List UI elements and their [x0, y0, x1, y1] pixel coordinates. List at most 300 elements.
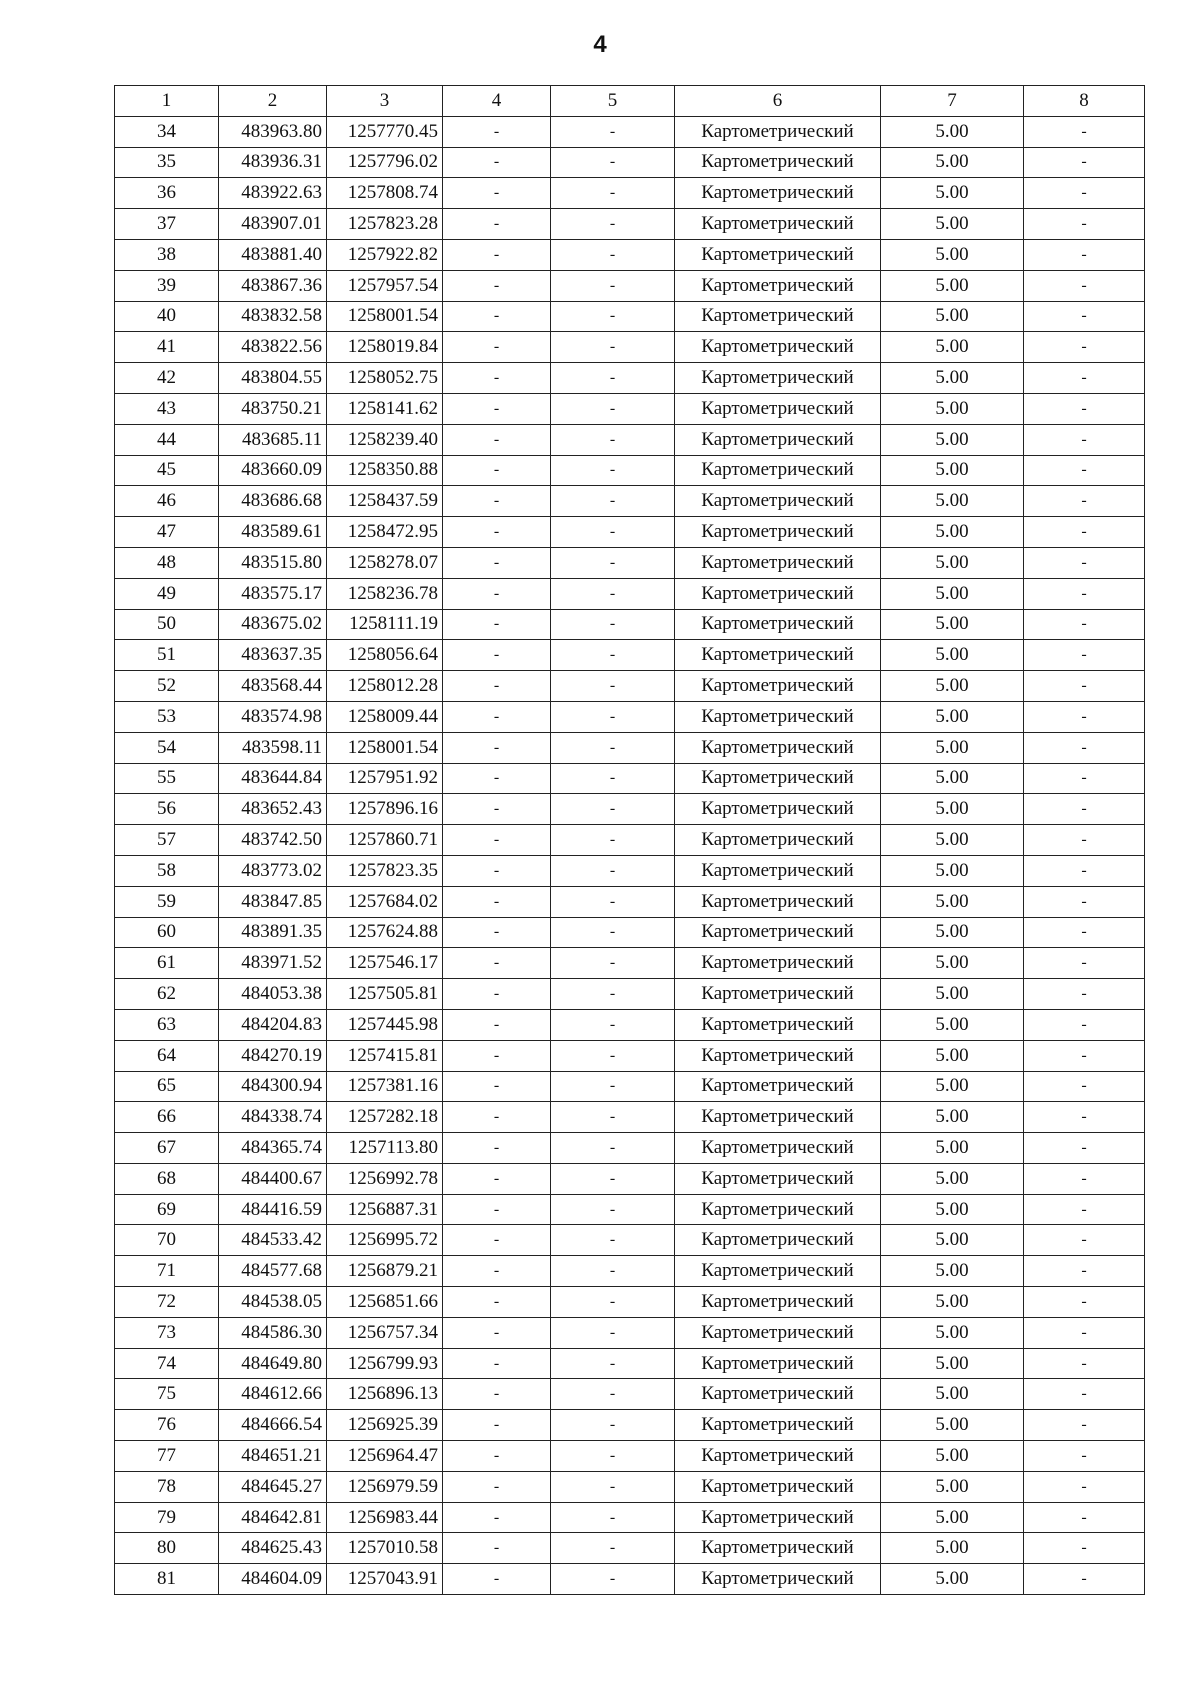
point-number-cell: 41 [115, 332, 219, 363]
x-coordinate-cell: 483963.80 [219, 116, 327, 147]
column-4-cell: - [443, 455, 551, 486]
column-8-cell: - [1024, 1009, 1145, 1040]
accuracy-cell: 5.00 [881, 424, 1024, 455]
method-cell: Картометрический [675, 116, 881, 147]
accuracy-cell: 5.00 [881, 1225, 1024, 1256]
table-row [115, 1379, 1145, 1410]
column-4-cell: - [443, 1102, 551, 1133]
x-coordinate-cell: 483867.36 [219, 270, 327, 301]
y-coordinate-cell: 1257445.98 [327, 1009, 443, 1040]
column-8-cell: - [1024, 825, 1145, 856]
method-cell: Картометрический [675, 301, 881, 332]
point-number-cell: 42 [115, 363, 219, 394]
column-4-cell: - [443, 825, 551, 856]
column-5-cell: - [551, 609, 675, 640]
table-row [115, 671, 1145, 702]
column-5-cell: - [551, 1317, 675, 1348]
column-4-cell: - [443, 332, 551, 363]
method-cell: Картометрический [675, 1410, 881, 1441]
y-coordinate-cell: 1258009.44 [327, 701, 443, 732]
method-cell: Картометрический [675, 640, 881, 671]
accuracy-cell: 5.00 [881, 1040, 1024, 1071]
method-cell: Картометрический [675, 147, 881, 178]
point-number-cell: 63 [115, 1009, 219, 1040]
x-coordinate-cell: 483686.68 [219, 486, 327, 517]
y-coordinate-cell: 1257823.35 [327, 855, 443, 886]
column-8-cell: - [1024, 917, 1145, 948]
point-number-cell: 51 [115, 640, 219, 671]
x-coordinate-cell: 483773.02 [219, 855, 327, 886]
accuracy-cell: 5.00 [881, 1009, 1024, 1040]
column-5-cell: - [551, 178, 675, 209]
x-coordinate-cell: 484300.94 [219, 1071, 327, 1102]
method-cell: Картометрический [675, 1071, 881, 1102]
column-5-cell: - [551, 1256, 675, 1287]
accuracy-cell: 5.00 [881, 1379, 1024, 1410]
table-row [115, 1502, 1145, 1533]
point-number-cell: 70 [115, 1225, 219, 1256]
table-row [115, 1410, 1145, 1441]
x-coordinate-cell: 484053.38 [219, 979, 327, 1010]
method-cell: Картометрический [675, 270, 881, 301]
y-coordinate-cell: 1256887.31 [327, 1194, 443, 1225]
x-coordinate-cell: 484533.42 [219, 1225, 327, 1256]
column-8-cell: - [1024, 1471, 1145, 1502]
accuracy-cell: 5.00 [881, 239, 1024, 270]
accuracy-cell: 5.00 [881, 116, 1024, 147]
table-row [115, 178, 1145, 209]
column-4-cell: - [443, 855, 551, 886]
point-number-cell: 37 [115, 209, 219, 240]
column-8-cell: - [1024, 855, 1145, 886]
x-coordinate-cell: 483742.50 [219, 825, 327, 856]
accuracy-cell: 5.00 [881, 301, 1024, 332]
column-8-cell: - [1024, 1256, 1145, 1287]
column-4-cell: - [443, 1287, 551, 1318]
column-4-cell: - [443, 578, 551, 609]
column-5-cell: - [551, 855, 675, 886]
x-coordinate-cell: 483936.31 [219, 147, 327, 178]
point-number-cell: 44 [115, 424, 219, 455]
table-row [115, 1533, 1145, 1564]
method-cell: Картометрический [675, 948, 881, 979]
column-4-cell: - [443, 393, 551, 424]
table-row [115, 1194, 1145, 1225]
column-header-5: 5 [551, 86, 675, 117]
point-number-cell: 53 [115, 701, 219, 732]
table-row [115, 917, 1145, 948]
column-5-cell: - [551, 1379, 675, 1410]
column-5-cell: - [551, 301, 675, 332]
x-coordinate-cell: 484604.09 [219, 1564, 327, 1595]
point-number-cell: 78 [115, 1471, 219, 1502]
y-coordinate-cell: 1257624.88 [327, 917, 443, 948]
accuracy-cell: 5.00 [881, 979, 1024, 1010]
column-8-cell: - [1024, 1317, 1145, 1348]
accuracy-cell: 5.00 [881, 1441, 1024, 1472]
method-cell: Картометрический [675, 1009, 881, 1040]
column-4-cell: - [443, 239, 551, 270]
column-4-cell: - [443, 1564, 551, 1595]
column-8-cell: - [1024, 701, 1145, 732]
table-row [115, 1225, 1145, 1256]
accuracy-cell: 5.00 [881, 1163, 1024, 1194]
table-row [115, 979, 1145, 1010]
y-coordinate-cell: 1256896.13 [327, 1379, 443, 1410]
x-coordinate-cell: 483675.02 [219, 609, 327, 640]
x-coordinate-cell: 484586.30 [219, 1317, 327, 1348]
method-cell: Картометрический [675, 979, 881, 1010]
y-coordinate-cell: 1257896.16 [327, 794, 443, 825]
table-row [115, 1040, 1145, 1071]
column-5-cell: - [551, 917, 675, 948]
column-4-cell: - [443, 1071, 551, 1102]
y-coordinate-cell: 1256799.93 [327, 1348, 443, 1379]
y-coordinate-cell: 1256757.34 [327, 1317, 443, 1348]
column-5-cell: - [551, 1040, 675, 1071]
accuracy-cell: 5.00 [881, 917, 1024, 948]
column-4-cell: - [443, 147, 551, 178]
x-coordinate-cell: 483907.01 [219, 209, 327, 240]
x-coordinate-cell: 483847.85 [219, 886, 327, 917]
y-coordinate-cell: 1256979.59 [327, 1471, 443, 1502]
column-5-cell: - [551, 332, 675, 363]
table-row [115, 1102, 1145, 1133]
column-8-cell: - [1024, 1502, 1145, 1533]
column-4-cell: - [443, 640, 551, 671]
y-coordinate-cell: 1258239.40 [327, 424, 443, 455]
method-cell: Картометрический [675, 1564, 881, 1595]
column-8-cell: - [1024, 1287, 1145, 1318]
column-5-cell: - [551, 794, 675, 825]
column-4-cell: - [443, 701, 551, 732]
table-row [115, 640, 1145, 671]
y-coordinate-cell: 1257415.81 [327, 1040, 443, 1071]
table-row [115, 116, 1145, 147]
column-8-cell: - [1024, 270, 1145, 301]
x-coordinate-cell: 484645.27 [219, 1471, 327, 1502]
x-coordinate-cell: 484642.81 [219, 1502, 327, 1533]
point-number-cell: 39 [115, 270, 219, 301]
column-4-cell: - [443, 794, 551, 825]
point-number-cell: 58 [115, 855, 219, 886]
column-4-cell: - [443, 763, 551, 794]
column-5-cell: - [551, 209, 675, 240]
column-4-cell: - [443, 363, 551, 394]
accuracy-cell: 5.00 [881, 578, 1024, 609]
point-number-cell: 43 [115, 393, 219, 424]
x-coordinate-cell: 483598.11 [219, 732, 327, 763]
table-row [115, 794, 1145, 825]
x-coordinate-cell: 484649.80 [219, 1348, 327, 1379]
column-5-cell: - [551, 486, 675, 517]
point-number-cell: 81 [115, 1564, 219, 1595]
method-cell: Картометрический [675, 1194, 881, 1225]
method-cell: Картометрический [675, 209, 881, 240]
column-8-cell: - [1024, 578, 1145, 609]
y-coordinate-cell: 1258278.07 [327, 547, 443, 578]
column-8-cell: - [1024, 424, 1145, 455]
method-cell: Картометрический [675, 1102, 881, 1133]
accuracy-cell: 5.00 [881, 393, 1024, 424]
accuracy-cell: 5.00 [881, 270, 1024, 301]
column-8-cell: - [1024, 239, 1145, 270]
column-4-cell: - [443, 1533, 551, 1564]
accuracy-cell: 5.00 [881, 1533, 1024, 1564]
table-row [115, 1287, 1145, 1318]
x-coordinate-cell: 483652.43 [219, 794, 327, 825]
point-number-cell: 74 [115, 1348, 219, 1379]
point-number-cell: 66 [115, 1102, 219, 1133]
column-4-cell: - [443, 178, 551, 209]
column-4-cell: - [443, 1379, 551, 1410]
column-4-cell: - [443, 517, 551, 548]
method-cell: Картометрический [675, 917, 881, 948]
method-cell: Картометрический [675, 794, 881, 825]
column-8-cell: - [1024, 671, 1145, 702]
column-8-cell: - [1024, 732, 1145, 763]
x-coordinate-cell: 483685.11 [219, 424, 327, 455]
y-coordinate-cell: 1256925.39 [327, 1410, 443, 1441]
column-5-cell: - [551, 886, 675, 917]
point-number-cell: 62 [115, 979, 219, 1010]
accuracy-cell: 5.00 [881, 794, 1024, 825]
table-row [115, 1256, 1145, 1287]
column-5-cell: - [551, 517, 675, 548]
table-row [115, 517, 1145, 548]
table-row [115, 578, 1145, 609]
point-number-cell: 67 [115, 1133, 219, 1164]
y-coordinate-cell: 1257381.16 [327, 1071, 443, 1102]
column-4-cell: - [443, 1317, 551, 1348]
y-coordinate-cell: 1257823.28 [327, 209, 443, 240]
table-row [115, 270, 1145, 301]
column-5-cell: - [551, 270, 675, 301]
x-coordinate-cell: 484651.21 [219, 1441, 327, 1472]
table-row [115, 948, 1145, 979]
method-cell: Картометрический [675, 363, 881, 394]
y-coordinate-cell: 1256851.66 [327, 1287, 443, 1318]
point-number-cell: 36 [115, 178, 219, 209]
y-coordinate-cell: 1256879.21 [327, 1256, 443, 1287]
accuracy-cell: 5.00 [881, 1287, 1024, 1318]
column-header-2: 2 [219, 86, 327, 117]
y-coordinate-cell: 1258141.62 [327, 393, 443, 424]
accuracy-cell: 5.00 [881, 209, 1024, 240]
point-number-cell: 46 [115, 486, 219, 517]
column-5-cell: - [551, 1410, 675, 1441]
point-number-cell: 52 [115, 671, 219, 702]
table-row [115, 332, 1145, 363]
method-cell: Картометрический [675, 332, 881, 363]
column-5-cell: - [551, 393, 675, 424]
table-row [115, 393, 1145, 424]
column-5-cell: - [551, 1441, 675, 1472]
column-8-cell: - [1024, 1225, 1145, 1256]
column-5-cell: - [551, 424, 675, 455]
x-coordinate-cell: 484400.67 [219, 1163, 327, 1194]
column-8-cell: - [1024, 979, 1145, 1010]
column-5-cell: - [551, 1502, 675, 1533]
accuracy-cell: 5.00 [881, 178, 1024, 209]
accuracy-cell: 5.00 [881, 701, 1024, 732]
x-coordinate-cell: 483568.44 [219, 671, 327, 702]
x-coordinate-cell: 483881.40 [219, 239, 327, 270]
method-cell: Картометрический [675, 825, 881, 856]
x-coordinate-cell: 484577.68 [219, 1256, 327, 1287]
page-number: 4 [593, 31, 607, 58]
column-8-cell: - [1024, 1348, 1145, 1379]
point-number-cell: 69 [115, 1194, 219, 1225]
column-5-cell: - [551, 1102, 675, 1133]
method-cell: Картометрический [675, 1502, 881, 1533]
accuracy-cell: 5.00 [881, 855, 1024, 886]
method-cell: Картометрический [675, 1348, 881, 1379]
column-4-cell: - [443, 1502, 551, 1533]
y-coordinate-cell: 1257922.82 [327, 239, 443, 270]
point-number-cell: 71 [115, 1256, 219, 1287]
column-5-cell: - [551, 578, 675, 609]
accuracy-cell: 5.00 [881, 547, 1024, 578]
column-header-3: 3 [327, 86, 443, 117]
accuracy-cell: 5.00 [881, 517, 1024, 548]
column-8-cell: - [1024, 886, 1145, 917]
accuracy-cell: 5.00 [881, 671, 1024, 702]
column-8-cell: - [1024, 1102, 1145, 1133]
column-header-6: 6 [675, 86, 881, 117]
accuracy-cell: 5.00 [881, 609, 1024, 640]
column-4-cell: - [443, 1163, 551, 1194]
method-cell: Картометрический [675, 609, 881, 640]
column-5-cell: - [551, 701, 675, 732]
point-number-cell: 50 [115, 609, 219, 640]
coordinates-table [114, 85, 1145, 1595]
column-4-cell: - [443, 1040, 551, 1071]
accuracy-cell: 5.00 [881, 886, 1024, 917]
table-row [115, 763, 1145, 794]
column-5-cell: - [551, 979, 675, 1010]
y-coordinate-cell: 1257546.17 [327, 948, 443, 979]
column-5-cell: - [551, 640, 675, 671]
column-8-cell: - [1024, 1194, 1145, 1225]
x-coordinate-cell: 483891.35 [219, 917, 327, 948]
column-8-cell: - [1024, 147, 1145, 178]
point-number-cell: 57 [115, 825, 219, 856]
column-4-cell: - [443, 1009, 551, 1040]
point-number-cell: 60 [115, 917, 219, 948]
y-coordinate-cell: 1258056.64 [327, 640, 443, 671]
column-5-cell: - [551, 1163, 675, 1194]
x-coordinate-cell: 483589.61 [219, 517, 327, 548]
column-4-cell: - [443, 671, 551, 702]
point-number-cell: 77 [115, 1441, 219, 1472]
table-row [115, 1071, 1145, 1102]
table-row [115, 855, 1145, 886]
point-number-cell: 76 [115, 1410, 219, 1441]
method-cell: Картометрический [675, 1133, 881, 1164]
accuracy-cell: 5.00 [881, 1410, 1024, 1441]
column-4-cell: - [443, 886, 551, 917]
column-5-cell: - [551, 948, 675, 979]
x-coordinate-cell: 483832.58 [219, 301, 327, 332]
point-number-cell: 48 [115, 547, 219, 578]
table-row [115, 1348, 1145, 1379]
table-row [115, 1317, 1145, 1348]
column-5-cell: - [551, 1348, 675, 1379]
point-number-cell: 68 [115, 1163, 219, 1194]
table-row [115, 363, 1145, 394]
x-coordinate-cell: 483515.80 [219, 547, 327, 578]
y-coordinate-cell: 1258001.54 [327, 301, 443, 332]
column-8-cell: - [1024, 794, 1145, 825]
point-number-cell: 59 [115, 886, 219, 917]
table-row [115, 1133, 1145, 1164]
column-4-cell: - [443, 1348, 551, 1379]
method-cell: Картометрический [675, 239, 881, 270]
column-5-cell: - [551, 239, 675, 270]
point-number-cell: 73 [115, 1317, 219, 1348]
y-coordinate-cell: 1256995.72 [327, 1225, 443, 1256]
table-row [115, 239, 1145, 270]
method-cell: Картометрический [675, 855, 881, 886]
y-coordinate-cell: 1257043.91 [327, 1564, 443, 1595]
column-8-cell: - [1024, 609, 1145, 640]
column-4-cell: - [443, 948, 551, 979]
method-cell: Картометрический [675, 517, 881, 548]
column-8-cell: - [1024, 763, 1145, 794]
x-coordinate-cell: 484538.05 [219, 1287, 327, 1318]
y-coordinate-cell: 1258236.78 [327, 578, 443, 609]
method-cell: Картометрический [675, 1225, 881, 1256]
accuracy-cell: 5.00 [881, 1471, 1024, 1502]
table-row [115, 609, 1145, 640]
column-5-cell: - [551, 116, 675, 147]
column-header-4: 4 [443, 86, 551, 117]
y-coordinate-cell: 1257808.74 [327, 178, 443, 209]
y-coordinate-cell: 1256983.44 [327, 1502, 443, 1533]
table-row [115, 547, 1145, 578]
column-8-cell: - [1024, 1441, 1145, 1472]
x-coordinate-cell: 484625.43 [219, 1533, 327, 1564]
column-8-cell: - [1024, 486, 1145, 517]
y-coordinate-cell: 1258012.28 [327, 671, 443, 702]
y-coordinate-cell: 1258437.59 [327, 486, 443, 517]
point-number-cell: 75 [115, 1379, 219, 1410]
x-coordinate-cell: 483574.98 [219, 701, 327, 732]
column-5-cell: - [551, 1194, 675, 1225]
y-coordinate-cell: 1258019.84 [327, 332, 443, 363]
column-4-cell: - [443, 1225, 551, 1256]
method-cell: Картометрический [675, 393, 881, 424]
column-4-cell: - [443, 732, 551, 763]
column-header-1: 1 [115, 86, 219, 117]
accuracy-cell: 5.00 [881, 640, 1024, 671]
accuracy-cell: 5.00 [881, 732, 1024, 763]
table-row [115, 1471, 1145, 1502]
accuracy-cell: 5.00 [881, 1194, 1024, 1225]
table-row [115, 1009, 1145, 1040]
table-row [115, 424, 1145, 455]
accuracy-cell: 5.00 [881, 1071, 1024, 1102]
column-8-cell: - [1024, 178, 1145, 209]
column-8-cell: - [1024, 393, 1145, 424]
point-number-cell: 34 [115, 116, 219, 147]
method-cell: Картометрический [675, 455, 881, 486]
x-coordinate-cell: 483971.52 [219, 948, 327, 979]
point-number-cell: 49 [115, 578, 219, 609]
table-row [115, 1163, 1145, 1194]
table-body [115, 116, 1145, 1594]
